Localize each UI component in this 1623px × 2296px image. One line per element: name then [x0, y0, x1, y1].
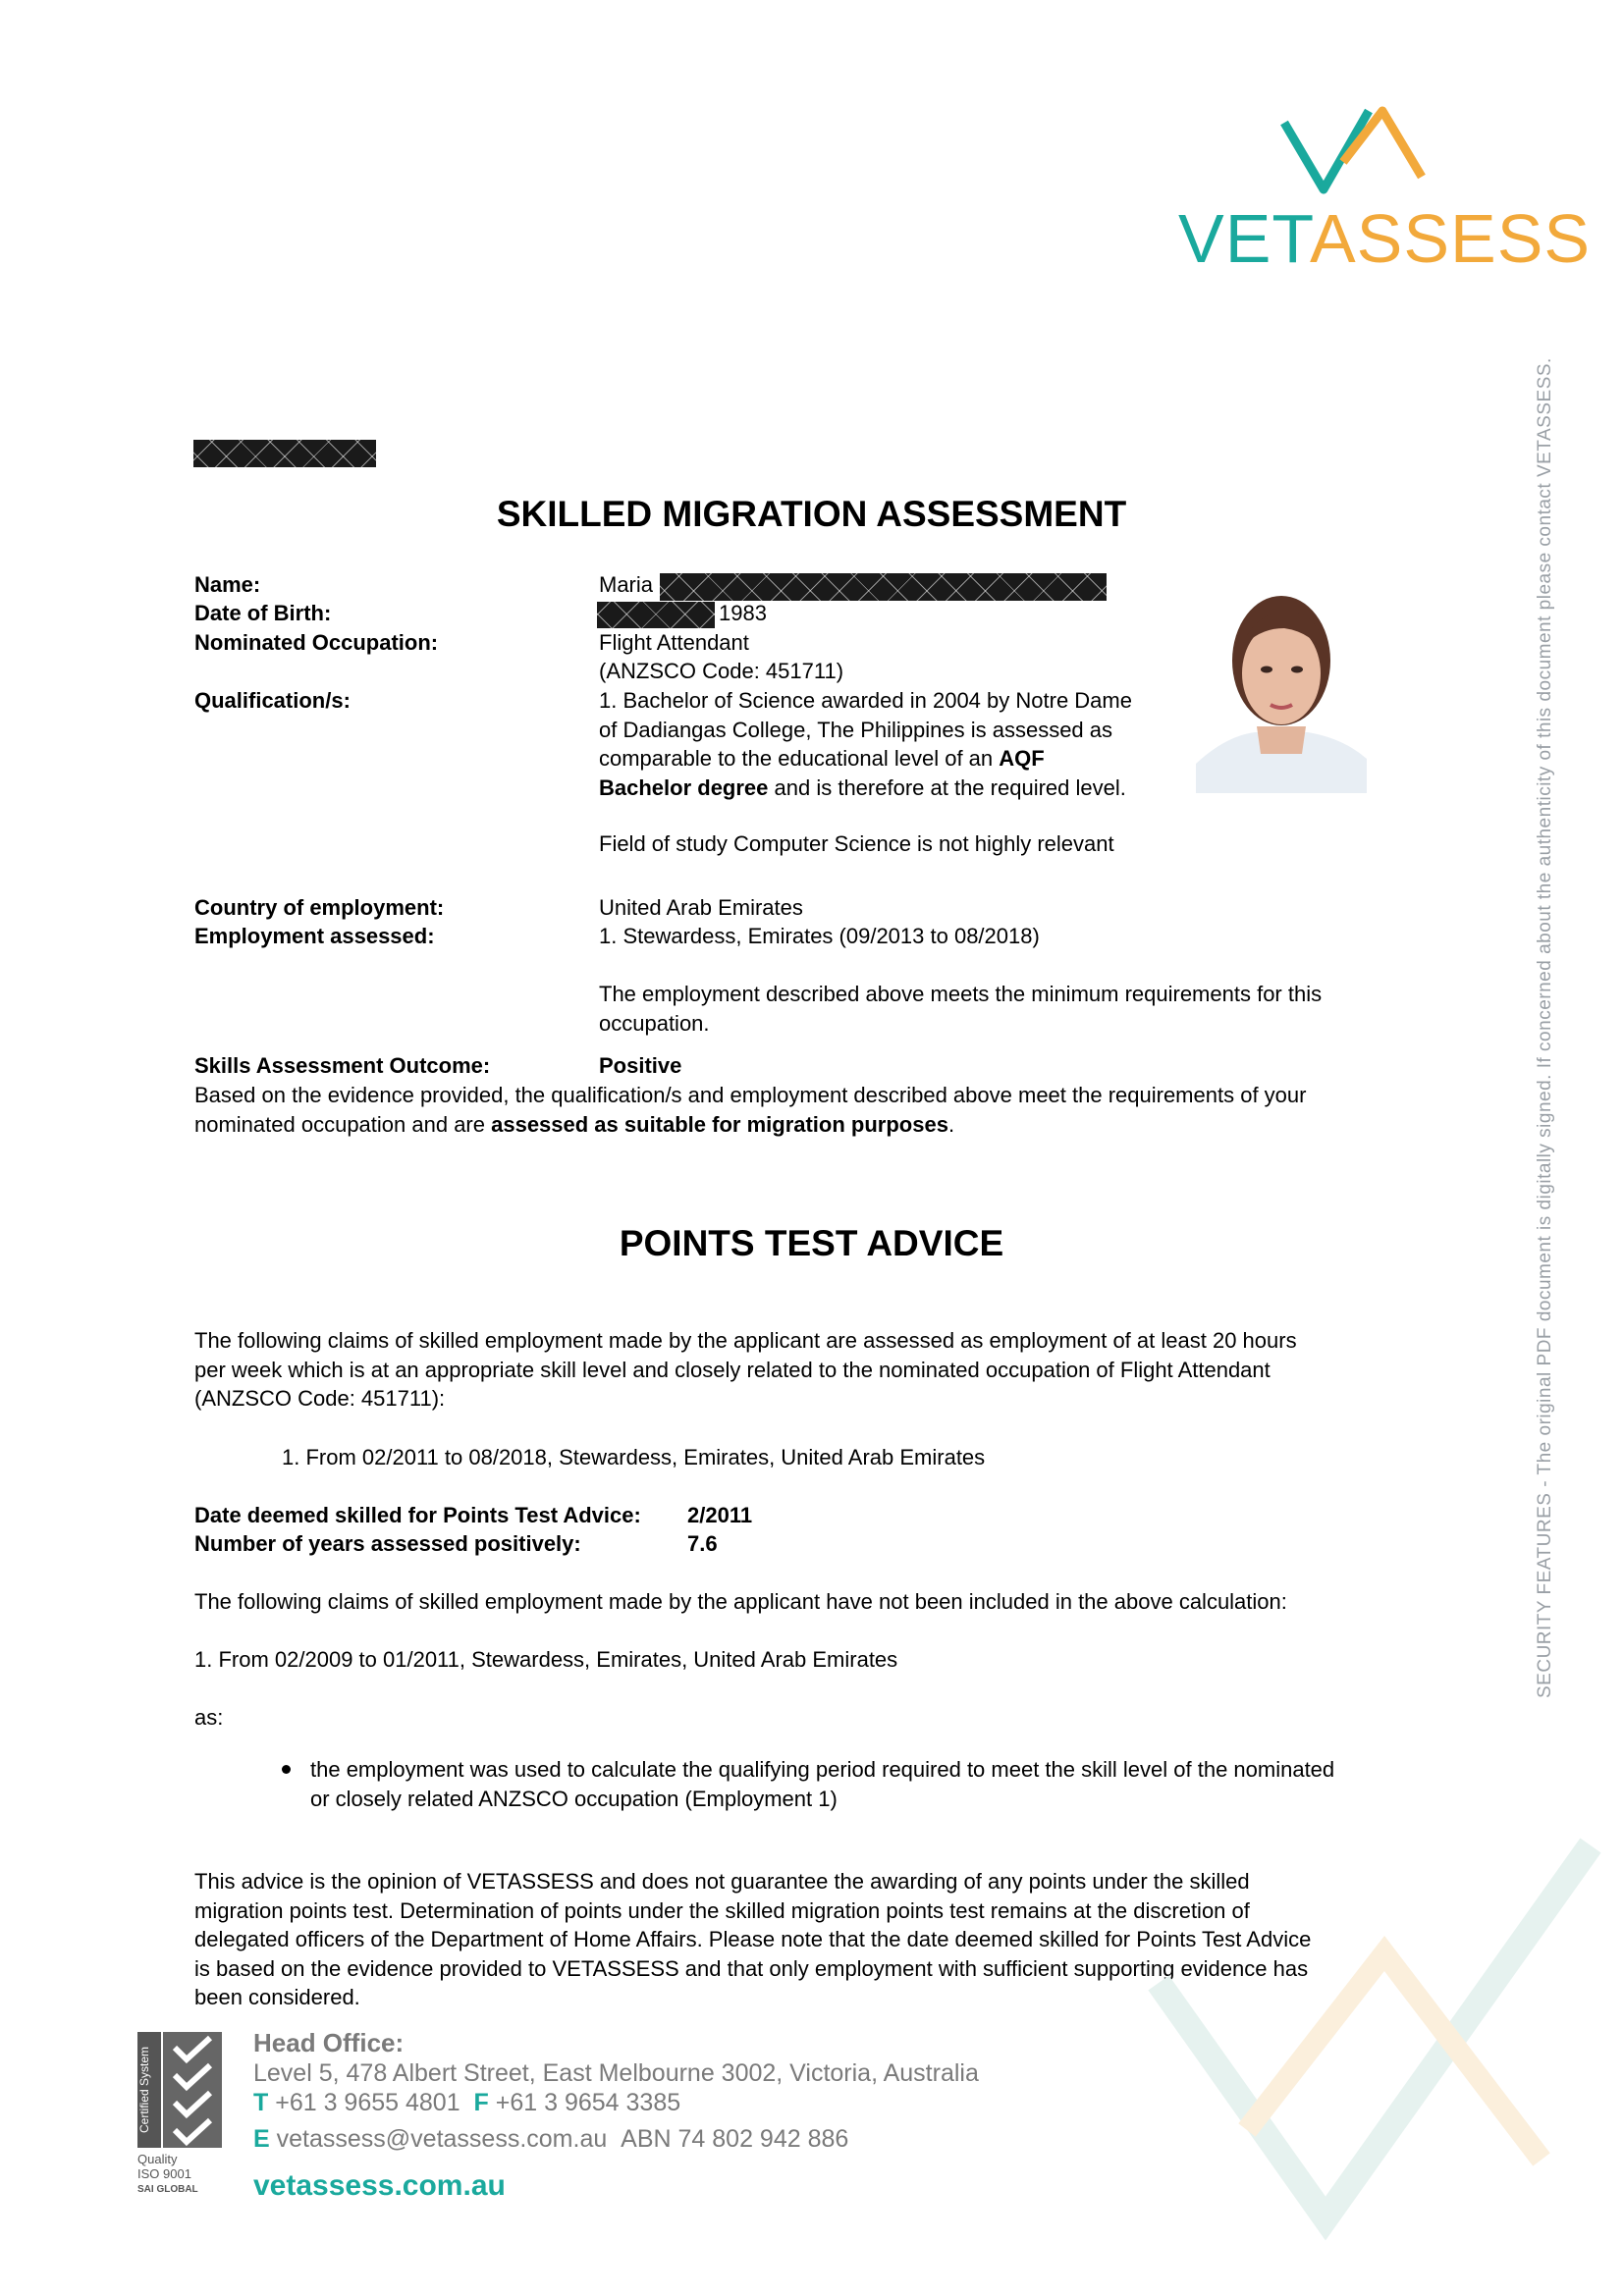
employment-value: 1. Stewardess, Emirates (09/2013 to 08/2018) [599, 924, 1040, 948]
qualification-line-2: of Dadiangas College, The Philippines is assessed as [599, 717, 1113, 742]
excluded-intro: The following claims of skilled employment made by the applicant have not been included in the above calculation: [194, 1589, 1287, 1614]
employment-note [599, 980, 1404, 1038]
cert-quality: Quality [137, 2152, 178, 2166]
occupation-label: Nominated Occupation: [194, 630, 439, 655]
disclaimer-line-2: migration points test. Determination of points under the skilled migration points test remains at the discretion of [194, 1897, 1250, 1923]
dob-value: 1983 [719, 601, 767, 625]
outcome-period: . [947, 1111, 955, 1137]
vetassess-logo [1168, 93, 1592, 277]
bullet-text [310, 1755, 1469, 1813]
occupation-value: Flight Attendant [599, 630, 749, 655]
email-label: E [253, 2125, 270, 2153]
as-label: as: [194, 1705, 224, 1730]
redacted-surname [660, 573, 1107, 601]
outcome-text [194, 1081, 1471, 1139]
employment-note-line-2: occupation. [599, 1010, 710, 1036]
outcome-label: Skills Assessment Outcome: [194, 1053, 491, 1078]
employment-label: Employment assessed: [194, 924, 435, 948]
name-value: Maria [599, 572, 654, 597]
portrait-icon [1196, 567, 1367, 793]
cert-iso: ISO 9001 [137, 2166, 191, 2181]
qualification-aqf: AQF [999, 746, 1045, 771]
country-label: Country of employment: [194, 895, 445, 920]
excluded-claim: 1. From 02/2009 to 01/2011, Stewardess, Emirates, United Arab Emirates [194, 1647, 898, 1672]
points-title: POINTS TEST ADVICE [619, 1223, 1004, 1263]
disclaimer-line-5: been considered. [194, 1985, 360, 2009]
points-intro [194, 1326, 1471, 1414]
logo-mark-icon [1168, 93, 1542, 201]
logo-text-assess: ASSESS [1309, 200, 1592, 277]
cert-system-bar [137, 2032, 161, 2148]
phone-label: T [253, 2089, 269, 2116]
check-marks-icon [163, 2032, 222, 2148]
qualification-tail: and is therefore at the required level. [768, 774, 1126, 800]
fax-label: F [473, 2089, 489, 2116]
qualification-line-1: 1. Bachelor of Science awarded in 2004 by Notre Dame [599, 688, 1132, 713]
employment-note-line-1: The employment described above meets the minimum requirements for this [599, 982, 1323, 1006]
date-deemed-value: 2/2011 [687, 1503, 753, 1527]
applicant-photo [1196, 567, 1367, 793]
field-of-study: Field of study Computer Science is not highly relevant [599, 831, 1114, 856]
disclaimer-line-4: is based on the evidence provided to VETASSESS and that only employment with sufficient supporting evidence has [194, 1955, 1309, 1981]
redacted-birth-day [597, 602, 715, 628]
phone-row [253, 2089, 680, 2117]
watermark-chevron-icon [1129, 1806, 1623, 2296]
qualification-line-3: comparable to the educational level of an [599, 746, 994, 771]
outcome-value: Positive [599, 1053, 682, 1078]
disclaimer-line-3: delegated officers of the Department of Home Affairs. Please note that the date deemed skilled for Points Test Advice [194, 1927, 1312, 1951]
outcome-text-line-1: Based on the evidence provided, the qualification/s and employment described above meet the requirements of your [194, 1083, 1307, 1107]
qualification-text [599, 686, 1188, 802]
years-value: 7.6 [687, 1531, 718, 1556]
qualification-label: Qualification/s: [194, 688, 351, 713]
head-office-label: Head Office: [253, 2028, 405, 2057]
points-claim-1: 1. From 02/2011 to 08/2018, Stewardess, Emirates, United Arab Emirates [282, 1445, 986, 1469]
page-title: SKILLED MIGRATION ASSESSMENT [496, 494, 1127, 534]
years-label: Number of years assessed positively: [194, 1531, 581, 1556]
logo-text-vet: VET [1178, 200, 1310, 277]
bullet-dot-icon [282, 1765, 291, 1774]
disclaimer-line-1: This advice is the opinion of VETASSESS and does not guarantee the awarding of any points under the skilled [194, 1869, 1250, 1894]
points-intro-line-3: (ANZSCO Code: 451711): [194, 1386, 446, 1411]
email-row [253, 2125, 848, 2154]
security-notice: SECURITY FEATURES - The original PDF document is digitally signed. If concerned about the authenticity of this document please contact VETASSESS. [1535, 357, 1555, 1698]
points-intro-line-1: The following claims of skilled employment made by the applicant are assessed as employment of at least 20 hours [194, 1328, 1297, 1353]
qualification-bachelor: Bachelor degree [599, 774, 769, 800]
bullet-line-1: the employment was used to calculate the qualifying period required to meet the skill level of the nominated [310, 1757, 1335, 1782]
phone-number: +61 3 9655 4801 [275, 2089, 460, 2116]
country-value: United Arab Emirates [599, 895, 803, 920]
fax-number: +61 3 9654 3385 [495, 2089, 681, 2116]
redacted-reference [193, 440, 376, 467]
website-link[interactable]: vetassess.com.au [253, 2169, 506, 2202]
outcome-bold: assessed as suitable for migration purposes [491, 1111, 948, 1137]
bullet-line-2: or closely related ANZSCO occupation (Employment 1) [310, 1786, 838, 1811]
cert-system-text: Certified System [137, 2046, 151, 2134]
outcome-text-line-2: nominated occupation and are [194, 1111, 492, 1137]
email-address[interactable]: vetassess@vetassess.com.au [276, 2125, 608, 2153]
cert-sai: SAI GLOBAL [137, 2184, 198, 2195]
occupation-code: (ANZSCO Code: 451711) [599, 659, 844, 683]
points-intro-line-2: per week which is at an appropriate skill level and closely related to the nominated occupation of Flight Attendant [194, 1357, 1271, 1382]
date-deemed-label: Date deemed skilled for Points Test Advice: [194, 1503, 641, 1527]
dob-label: Date of Birth: [194, 601, 332, 625]
name-label: Name: [194, 572, 261, 597]
abn: ABN 74 802 942 886 [621, 2125, 849, 2153]
head-office-address: Level 5, 478 Albert Street, East Melbourne 3002, Victoria, Australia [253, 2059, 979, 2087]
iso-certification-badge [137, 2032, 226, 2199]
